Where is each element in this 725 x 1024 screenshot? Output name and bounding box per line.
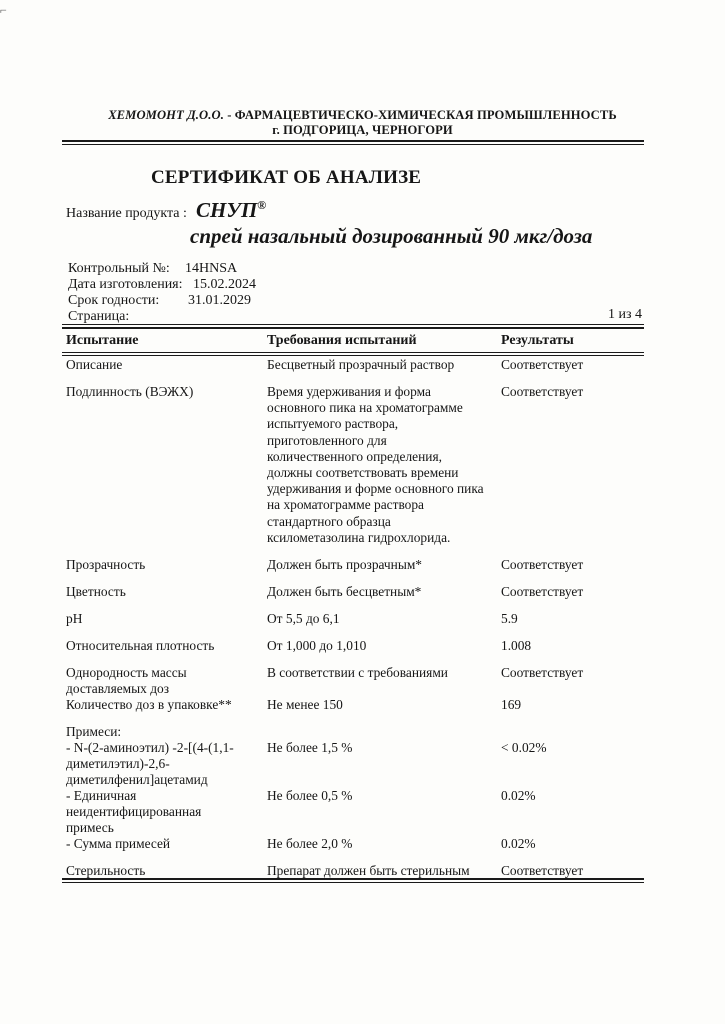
table-cell-test: Описание xyxy=(66,357,123,372)
table-cell-requirement: Должен быть бесцветным* xyxy=(267,584,422,599)
table-rule-top-2 xyxy=(62,327,644,329)
expiry-date-label: Срок годности: xyxy=(68,293,160,308)
table-cell-test: pH xyxy=(66,611,83,626)
table-rule-top xyxy=(62,324,644,325)
header-row-rule xyxy=(62,352,644,353)
table-cell-result: Соответствует xyxy=(501,584,584,599)
table-cell-result: Соответствует xyxy=(501,665,584,680)
table-cell-requirement: Бесцветный прозрачный раствор xyxy=(267,357,455,372)
registered-mark: ® xyxy=(257,198,267,212)
product-description: спрей назальный дозированный 90 мкг/доза xyxy=(190,224,593,248)
table-cell-test: Количество доз в упаковке** xyxy=(66,697,232,712)
table-cell-test: - N-(2-аминоэтил) -2-[(4-(1,1-диметилэтил)-2,6-диметилфенил]ацетамид xyxy=(66,740,234,788)
table-cell-requirement: Не менее 150 xyxy=(267,697,343,712)
table-cell-requirement: От 5,5 до 6,1 xyxy=(267,611,340,626)
page-label: Страница: xyxy=(68,309,130,324)
table-cell-test: Стерильность xyxy=(66,863,146,878)
table-cell-result: 5.9 xyxy=(501,611,518,626)
company-header xyxy=(0,108,725,123)
table-cell-test: Подлинность (ВЭЖХ) xyxy=(66,384,194,399)
document-title: СЕРТИФИКАТ ОБ АНАЛИЗЕ xyxy=(151,167,422,188)
corner-mark: ⌐ xyxy=(0,3,7,17)
product-name xyxy=(196,198,266,223)
table-cell-test: - Единичная неидентифицированная примесь xyxy=(66,788,202,836)
table-cell-result: Соответствует xyxy=(501,357,584,372)
table-cell-requirement: Не более 1,5 % xyxy=(267,740,353,755)
expiry-date-value: 31.01.2029 xyxy=(188,293,251,308)
table-rule-bottom xyxy=(62,878,644,880)
company-name: ХЕМОМОНТ Д.О.О. xyxy=(108,108,224,122)
control-number-label: Контрольный №: xyxy=(68,261,170,276)
table-cell-requirement: В соответствии с требованиями xyxy=(267,665,448,680)
table-cell-result: < 0.02% xyxy=(501,740,547,755)
page-number: 1 из 4 xyxy=(608,307,643,322)
table-cell-test: Цветность xyxy=(66,584,126,599)
industry-name: - ФАРМАЦЕВТИЧЕСКО-ХИМИЧЕСКАЯ ПРОМЫШЛЕННОСТЬ xyxy=(223,108,617,122)
table-cell-result: Соответствует xyxy=(501,863,584,878)
manufacture-date-label: Дата изготовления: xyxy=(68,277,183,292)
company-location: г. ПОДГОРИЦА, ЧЕРНОГОРИ xyxy=(272,123,453,137)
product-name-text: СНУП xyxy=(196,198,258,222)
header-rule-bottom xyxy=(62,144,644,145)
table-cell-requirement: От 1,000 до 1,010 xyxy=(267,638,367,653)
manufacture-date-value: 15.02.2024 xyxy=(193,277,256,292)
table-cell-test: - Сумма примесей xyxy=(66,836,171,851)
table-cell-test: Примеси: xyxy=(66,724,122,739)
table-cell-requirement: Должен быть прозрачным* xyxy=(267,557,422,572)
table-cell-result: Соответствует xyxy=(501,557,584,572)
table-cell-requirement: Не более 2,0 % xyxy=(267,836,353,851)
table-cell-requirement: Время удерживания и форма основного пика на хроматограмме испытуемого раствора, приготовленного для количественного определения, должны соответствовать времени удерживания и форме основного пика на хроматограмме раствора стандартного образца ксилометазолина гидрохлорида. xyxy=(267,384,484,545)
control-number-value: 14HNSA xyxy=(185,261,238,276)
table-cell-requirement: Не более 0,5 % xyxy=(267,788,353,803)
table-cell-result: Соответствует xyxy=(501,384,584,399)
column-header-test: Испытание xyxy=(66,333,139,348)
table-cell-result: 0.02% xyxy=(501,788,536,803)
header-rule-top xyxy=(62,140,644,142)
table-cell-test: Относительная плотность xyxy=(66,638,215,653)
table-cell-result: 1.008 xyxy=(501,638,532,653)
column-header-requirements: Требования испытаний xyxy=(267,333,417,348)
header-row-rule-2 xyxy=(62,355,644,356)
table-cell-result: 0.02% xyxy=(501,836,536,851)
table-cell-requirement: Препарат должен быть стерильным xyxy=(267,863,470,878)
table-rule-bottom-2 xyxy=(62,882,644,883)
column-header-results: Результаты xyxy=(501,333,574,348)
table-cell-result: 169 xyxy=(501,697,522,712)
table-cell-test: Прозрачность xyxy=(66,557,146,572)
table-cell-test: Однородность массы доставляемых доз xyxy=(66,665,187,697)
product-label: Название продукта : xyxy=(66,206,187,221)
